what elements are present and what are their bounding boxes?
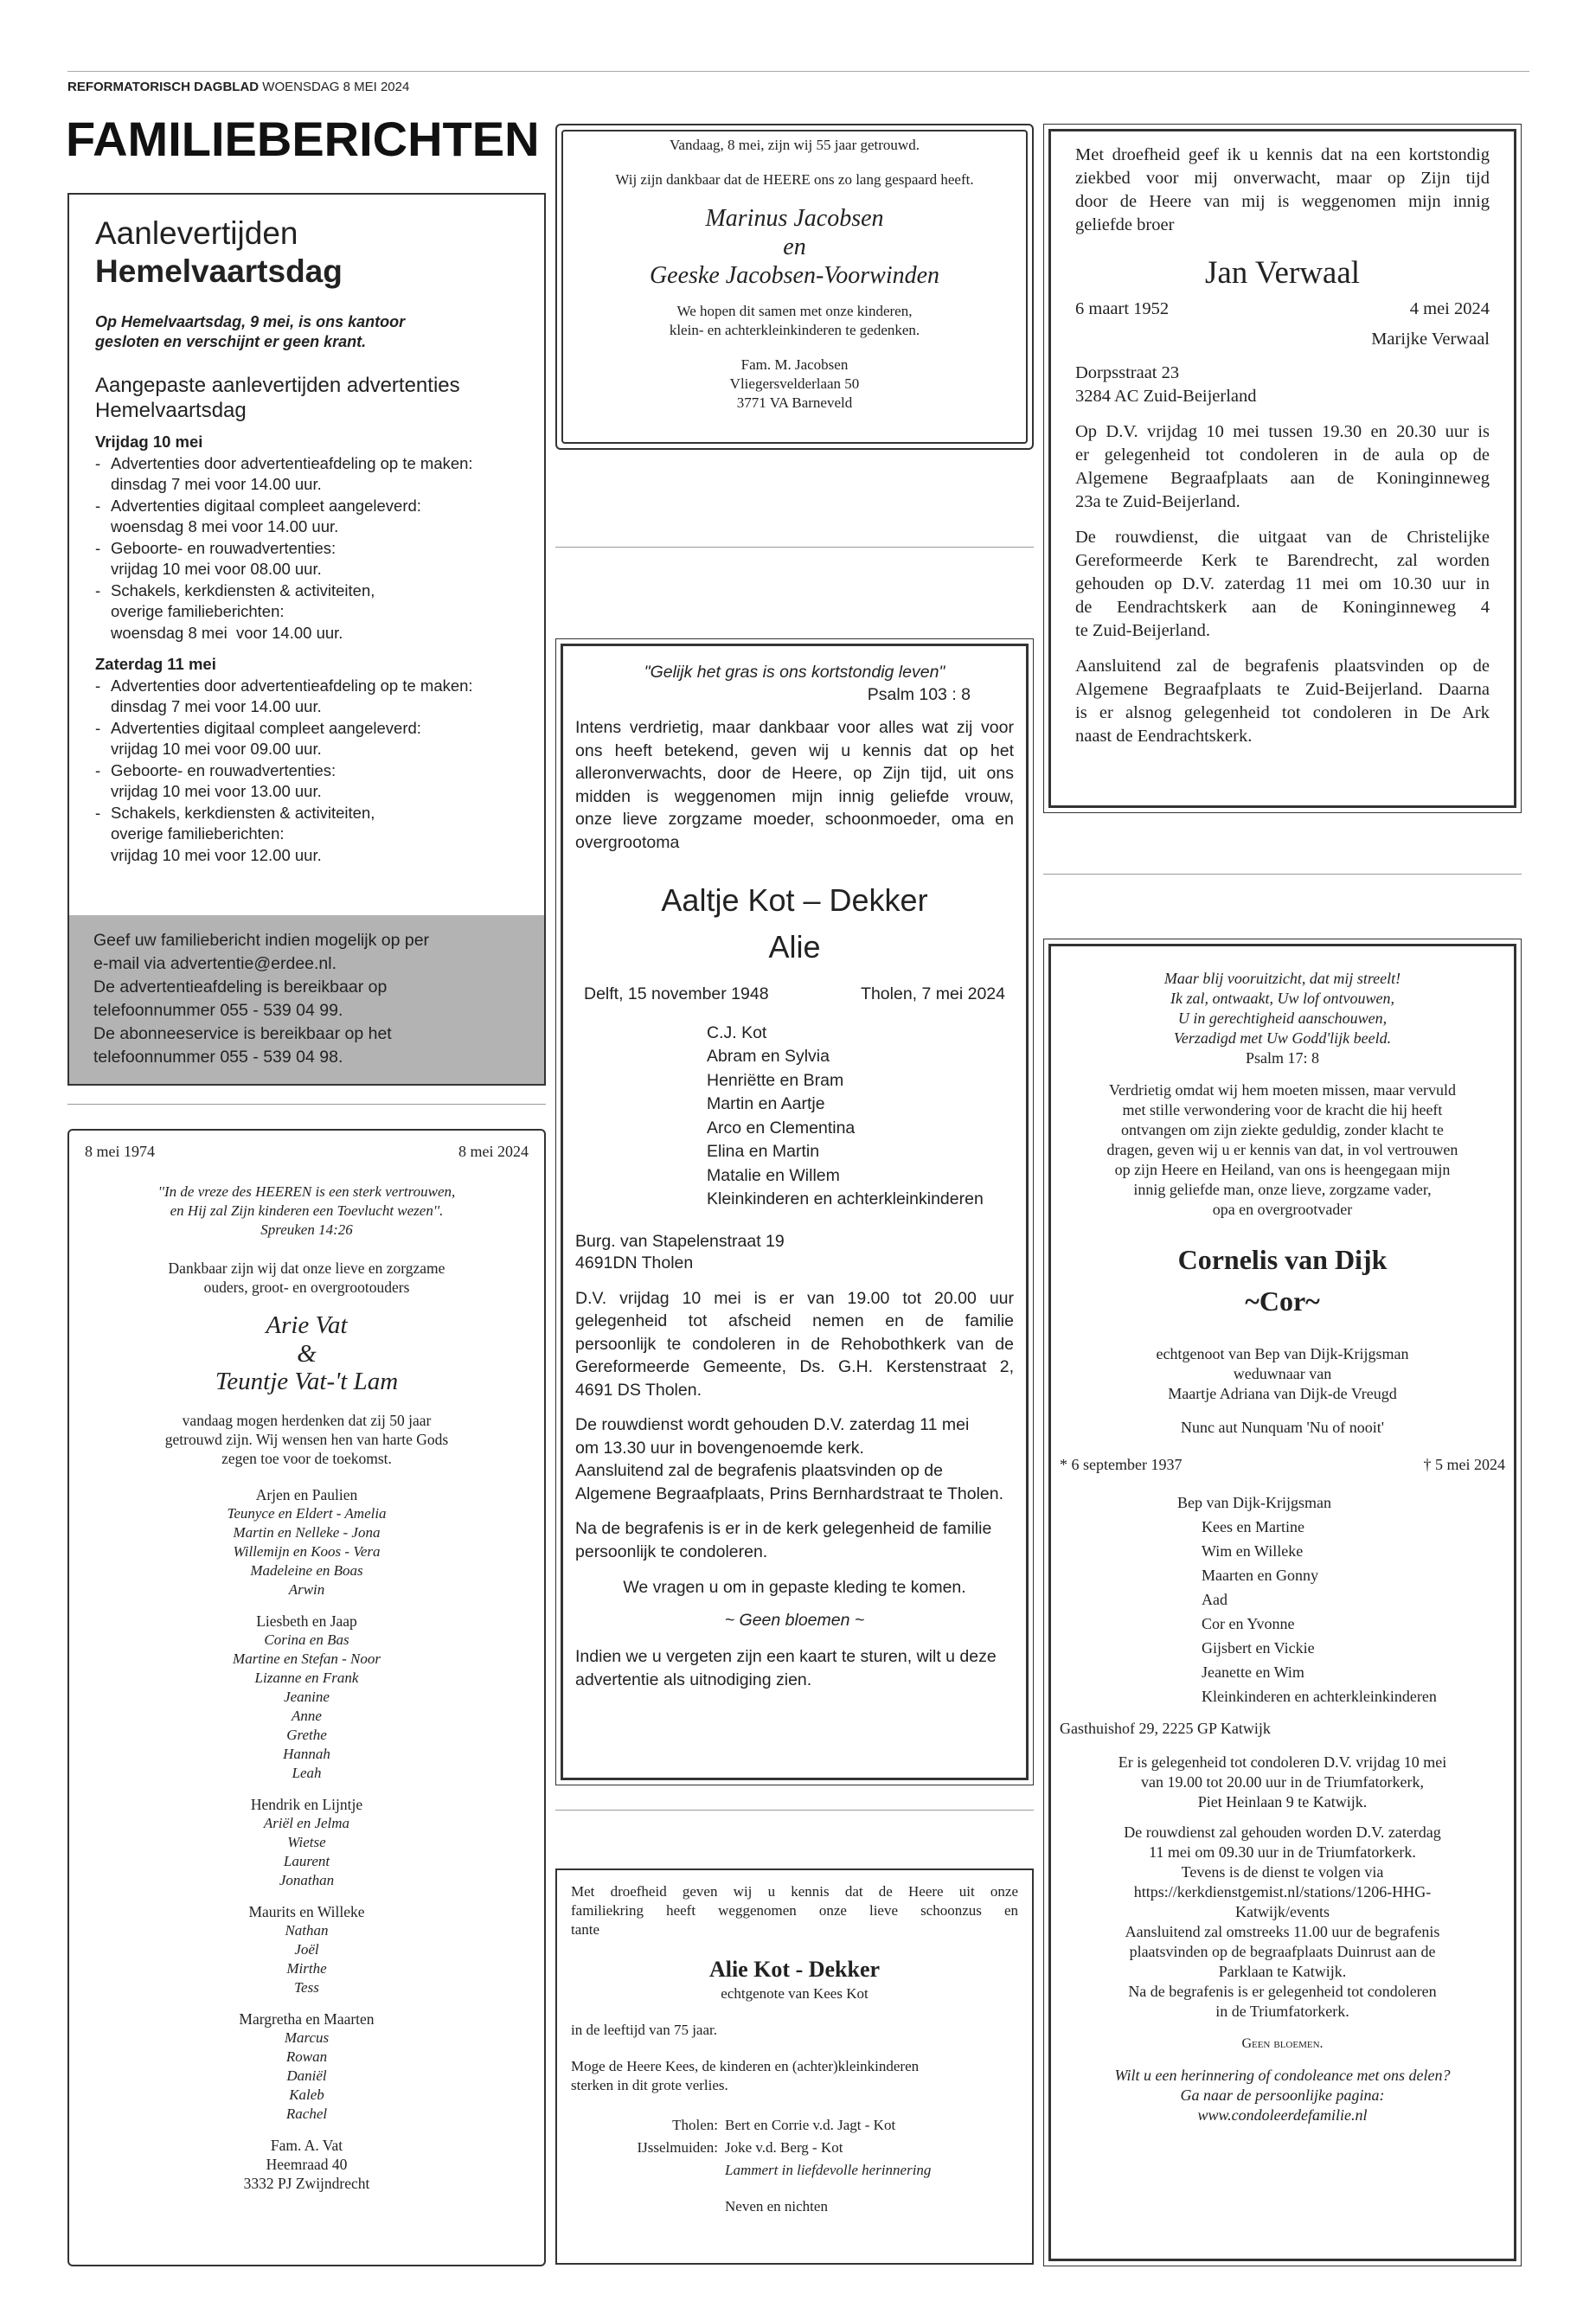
- schedule-line: vrijdag 10 mei voor 12.00 uur.: [111, 845, 322, 864]
- ampersand: &: [297, 1340, 317, 1368]
- text-line: Intens verdrietig, maar dankbaar voor alles wat zij voor: [575, 718, 1014, 737]
- group-member: Lizanne en Frank: [254, 1670, 359, 1686]
- paragraph: [575, 1517, 1014, 1563]
- header-date: WOENSDAG 8 MEI 2024: [262, 80, 410, 94]
- text-line: is er alsnog gelegenheid tot condoleren in De Ark: [1075, 703, 1490, 722]
- schedule-line: Schakels, kerkdiensten & activiteiten,: [111, 580, 375, 599]
- group-member: Rachel: [285, 2106, 328, 2122]
- text-line: alleronverwachts, door de Heere, op Zijn tijd, uit ons: [575, 764, 1014, 783]
- group-member: Daniël: [286, 2067, 327, 2084]
- quote-line: U in gerechtigheid aanschouwen,: [1177, 1009, 1388, 1027]
- schedule-line: overige familieberichten:: [111, 824, 285, 843]
- date-start: 8 mei 1974: [85, 1143, 155, 1160]
- couple-name: Arie Vat: [266, 1311, 348, 1339]
- family-groups: [69, 1485, 544, 2124]
- signature: Fam. A. Vat: [270, 2137, 343, 2154]
- text-line: ons heeft betekend, geven wij u kennis dat op het: [575, 740, 1014, 760]
- text-line: D.V. vrijdag 10 mei is er van 19.00 tot 20.00 uur: [575, 1288, 1014, 1308]
- couple-name: Geeske Jacobsen-Voorwinden: [649, 262, 940, 289]
- group-head: Margretha en Maarten: [239, 2010, 375, 2028]
- group-member: Laurent: [283, 1853, 330, 1869]
- dress-code: We vragen u om in gepaste kleding te komen.: [623, 1578, 966, 1597]
- couple-name: Marinus Jacobsen: [705, 205, 884, 232]
- contact-line: De abonneeservice is bereikbaar op het: [93, 1024, 392, 1043]
- anniversary-vat: [67, 1129, 546, 2266]
- condolence-web: [1060, 2066, 1505, 2125]
- group-member: Joël: [294, 1941, 319, 1958]
- group-member: Wietse: [287, 1834, 326, 1850]
- text-line: ziekbed voor mij onverwacht, maar op Zijn tijd: [1075, 169, 1490, 188]
- family-member: Elina en Martin: [707, 1142, 820, 1161]
- group-member: Willemijn en Koos - Vera: [233, 1543, 381, 1560]
- text-line: De rouwdienst, die uitgaat van de Christelijke: [1075, 528, 1490, 547]
- text-line: plaatsvinden op de begraafplaats Duinrust aan de: [1129, 1943, 1436, 1960]
- friday-schedule: Vrijdag 10 mei - Advertenties door advertentieafdeling op te maken: dinsdag 7 mei voor 14.00 uur. - Advertenties digitaal compleet aangeleverd: woensdag 8 mei voor 14.00 uur. - Geboorte- en rouwadvertenties: vrijdag 10 mei voor 08.00 uur. - Schakels, kerkdiensten & activiteiten, overige familieberichten: woensdag 8 mei voor 14.00 uur.: [95, 432, 528, 644]
- text-line: te Zuid-Beijerland.: [1075, 621, 1210, 640]
- schedule-line: Schakels, kerkdiensten & activiteiten,: [111, 803, 375, 822]
- text-line: op zijn Heere en Heiland, van ons is heengegaan mijn: [1114, 1161, 1451, 1178]
- memory-line: Lammert in liefdevolle herinnering: [725, 2162, 932, 2178]
- text-line: Dankbaar zijn wij dat onze lieve en zorgzame: [168, 1259, 445, 1277]
- text-line: advertentie als uitnodiging zien.: [575, 1670, 812, 1689]
- paragraph: [575, 1287, 1014, 1402]
- paragraph: [1060, 1753, 1505, 1812]
- group-head: Arjen en Paulien: [255, 1486, 358, 1503]
- text-line: vandaag mogen herdenken dat zij 50 jaar: [182, 1412, 432, 1429]
- group-member: Hannah: [283, 1746, 330, 1762]
- text-line: Wij zijn dankbaar dat de HEERE ons zo lang gespaard heeft.: [615, 171, 974, 188]
- schedule-line: woensdag 8 mei voor 14.00 uur.: [111, 517, 339, 536]
- group-member: Rowan: [285, 2048, 328, 2065]
- service-link[interactable]: https://kerkdienstgemist.nl/stations/1206-HHG-: [1133, 1883, 1432, 1900]
- paragraph: [575, 1645, 1014, 1691]
- spouse-line: echtgenoot van Bep van Dijk-Krijgsman: [1156, 1345, 1409, 1362]
- paragraph: [1075, 420, 1490, 514]
- website-link[interactable]: www.condoleerdefamilie.nl: [1197, 2106, 1368, 2124]
- deceased-name: Aaltje Kot – Dekker: [661, 882, 928, 918]
- address: 3332 PJ Zwijndrecht: [243, 2175, 370, 2192]
- schedule-line: Geboorte- en rouwadvertenties:: [111, 538, 337, 557]
- spouse-name: Bep van Dijk-Krijgsman: [1177, 1494, 1331, 1511]
- text-line: getrouwd zijn. Wij wensen hen van harte Gods: [164, 1431, 449, 1448]
- age-line: in de leeftijd van 75 jaar.: [571, 2022, 717, 2038]
- group-member: Jeanine: [284, 1689, 330, 1705]
- family-member: Arco en Clementina: [707, 1118, 856, 1138]
- obituary-kot-dekker: [555, 638, 1034, 1785]
- text-line: Na de begrafenis is er in de kerk gelegenheid de familie: [575, 1519, 992, 1538]
- deceased-name: Alie Kot - Dekker: [708, 1957, 881, 1982]
- quote-source: Spreuken 14:26: [260, 1221, 353, 1238]
- obituary-verwaal: [1043, 124, 1522, 813]
- text-line: zegen toe voor de toekomst.: [221, 1450, 392, 1467]
- text-line: ouders, groot- en overgrootouders: [203, 1279, 410, 1296]
- death-date: Tholen, 7 mei 2024: [861, 984, 1005, 1003]
- relatives: Joke v.d. Berg - Kot: [725, 2139, 843, 2156]
- signature: Fam. M. Jacobsen: [740, 356, 849, 373]
- group-member: Martin en Nelleke - Jona: [233, 1524, 381, 1541]
- family-member: C.J. Kot: [707, 1022, 767, 1042]
- quote-line: ''In de vreze des HEEREN is een sterk vertrouwen,: [157, 1183, 456, 1200]
- contact-email[interactable]: e-mail via advertentie@erdee.nl.: [93, 954, 337, 973]
- notice-line: Op Hemelvaartsdag, 9 mei, is ons kantoor: [95, 313, 406, 330]
- section-title: FAMILIEBERICHTEN: [66, 112, 540, 166]
- group-member: Martine en Stefan - Noor: [233, 1650, 381, 1667]
- text-line: Wilt u een herinnering of condoleance met ons delen?: [1114, 2067, 1451, 2084]
- text-line: geliefde broer: [1075, 215, 1175, 234]
- text-line: Algemene Begraafplaats aan de Koninginneweg: [1075, 469, 1490, 488]
- text-line: tante: [571, 1921, 600, 1938]
- family-group: [69, 1612, 544, 1783]
- family-group: [69, 1485, 544, 1599]
- obituary-van-dijk: [1043, 939, 1522, 2266]
- text-line: om 13.30 uur in bovengenoemde kerk.: [575, 1438, 864, 1458]
- text-line: Aansluitend zal omstreeks 11.00 uur de begrafenis: [1125, 1923, 1440, 1940]
- text-line: Maartje Adriana van Dijk-de Vreugd: [1168, 1385, 1397, 1402]
- paragraph: [1060, 1823, 1505, 2022]
- address: Vliegersvelderlaan 50: [729, 375, 860, 392]
- contact-phone: telefoonnummer 055 - 539 04 99.: [93, 1001, 343, 1020]
- family-list: [575, 1022, 1014, 1212]
- info-box: [67, 193, 546, 1086]
- quote: [1060, 969, 1505, 1048]
- address: Gasthuishof 29, 2225 GP Katwijk: [1060, 1720, 1271, 1737]
- contact-line: De advertentieafdeling is bereikbaar op: [93, 977, 388, 997]
- text-line: Moge de Heere Kees, de kinderen en (achter)kleinkinderen: [571, 2058, 920, 2074]
- family-member: Wim en Willeke: [1202, 1542, 1304, 1560]
- text-line: Parklaan te Katwijk.: [1218, 1963, 1347, 1980]
- schedule-line: Advertenties door advertentieafdeling op te maken:: [111, 453, 473, 472]
- family-member: Cor en Yvonne: [1202, 1615, 1295, 1632]
- group-member: Jonathan: [279, 1872, 335, 1888]
- family-member: Kleinkinderen en achterkleinkinderen: [707, 1189, 984, 1208]
- family-member: Kees en Martine: [1202, 1518, 1304, 1535]
- date-end: 8 mei 2024: [458, 1143, 529, 1160]
- schedule-line: Advertenties digitaal compleet aangeleverd:: [111, 718, 421, 737]
- quote-source: Psalm 103 : 8: [867, 684, 971, 704]
- schedule-line: woensdag 8 mei voor 14.00 uur.: [111, 623, 343, 642]
- service-link[interactable]: Katwijk/events: [1235, 1903, 1330, 1920]
- text-line: Er is gelegenheid tot condoleren D.V. vrijdag 10 mei: [1118, 1753, 1447, 1771]
- text-line: Algemene Begraafplaats, Prins Bernhardstraat te Tholen.: [575, 1484, 1004, 1503]
- text-line: in de Triumfatorkerk.: [1215, 2003, 1349, 2020]
- text-line: familiekring heeft weggenomen onze lieve schoonzus en: [571, 1902, 1018, 1919]
- address: 3284 AC Zuid-Beijerland: [1075, 387, 1257, 406]
- group-member: Kaleb: [289, 2086, 324, 2103]
- intro-text: [575, 716, 1014, 854]
- info-title-2: Hemelvaartsdag: [95, 253, 343, 289]
- contact-panel: [69, 915, 544, 1084]
- text-line: Op D.V. vrijdag 10 mei tussen 19.30 en 20.30 uur is: [1075, 422, 1490, 441]
- text-line: ontvangen om zijn ziekte geduldig, zonder klacht te: [1121, 1121, 1444, 1138]
- text-line: De rouwdienst wordt gehouden D.V. zaterdag 11 mei: [575, 1415, 970, 1434]
- schedule-line: vrijdag 10 mei voor 13.00 uur.: [111, 782, 322, 801]
- schedule-line: overige familieberichten:: [111, 602, 285, 621]
- deceased-nickname: ~Cor~: [1245, 1285, 1320, 1317]
- notice-line: gesloten en verschijnt er geen krant.: [95, 333, 367, 351]
- text-line: Verdrietig omdat wij hem moeten missen, maar vervuld: [1109, 1081, 1456, 1099]
- birth-date: * 6 september 1937: [1060, 1456, 1183, 1473]
- address: Dorpsstraat 23: [1075, 363, 1180, 382]
- spouse-line: echtgenote van Kees Kot: [721, 1985, 869, 2002]
- text-line: We hopen dit samen met onze kinderen,: [676, 303, 913, 319]
- deceased-nickname: Alie: [768, 929, 821, 965]
- schedule-line: Advertenties door advertentieafdeling op te maken:: [111, 676, 473, 695]
- group-member: Corina en Bas: [264, 1631, 349, 1648]
- text-line: er gelegenheid tot condoleren in de aula op de: [1075, 445, 1490, 465]
- place: IJsselmuiden:: [637, 2139, 718, 2156]
- text-line: Algemene Begraafplaats te Zuid-Beijerland. Daarna: [1075, 680, 1490, 699]
- paragraph: [1075, 526, 1490, 643]
- group-member: Madeleine en Boas: [250, 1562, 363, 1579]
- text-line: De rouwdienst zal gehouden worden D.V. zaterdag: [1124, 1823, 1441, 1841]
- closing-notice: [95, 312, 528, 353]
- text-line: Vandaag, 8 mei, zijn wij 55 jaar getrouwd.: [670, 137, 920, 153]
- death-date: 4 mei 2024: [1409, 299, 1490, 318]
- schedule-line: dinsdag 7 mei voor 14.00 uur.: [111, 697, 322, 716]
- text-line: Tevens is de dienst te volgen via: [1181, 1863, 1384, 1881]
- text-line: Indien we u vergeten zijn een kaart te sturen, wilt u deze: [575, 1647, 997, 1666]
- group-member: Grethe: [286, 1727, 327, 1743]
- text-line: sterken in dit grote verlies.: [571, 2077, 728, 2093]
- text-line: Aansluitend zal de begrafenis plaatsvinden op de: [1075, 657, 1490, 676]
- group-member: Arwin: [288, 1581, 325, 1598]
- schedule-day: Vrijdag 10 mei: [95, 433, 203, 452]
- family-member: Kleinkinderen en achterkleinkinderen: [1202, 1688, 1437, 1705]
- group-member: Leah: [292, 1765, 322, 1781]
- text-line: 11 mei om 09.30 uur in de Triumfatorkerk.: [1149, 1843, 1416, 1861]
- intro-text: [1060, 1080, 1505, 1220]
- group-head: Maurits en Willeke: [248, 1903, 365, 1920]
- family-member: Maarten en Gonny: [1202, 1567, 1318, 1584]
- couple-name: Teuntje Vat-'t Lam: [215, 1368, 399, 1395]
- family-member: Martin en Aartje: [707, 1094, 825, 1113]
- text-line: van 19.00 tot 20.00 uur in de Triumfatorkerk,: [1141, 1773, 1424, 1791]
- group-member: Mirthe: [286, 1960, 327, 1977]
- subtitle-line: Hemelvaartsdag: [95, 398, 247, 422]
- text-line: klein- en achterkleinkinderen te gedenken.: [669, 322, 920, 338]
- no-flowers: Geen bloemen.: [1241, 2036, 1324, 2051]
- contact-phone: telefoonnummer 055 - 539 04 98.: [93, 1048, 343, 1067]
- family-group: [69, 1795, 544, 1890]
- group-head: Liesbeth en Jaap: [256, 1612, 357, 1630]
- conjunction: en: [783, 234, 806, 260]
- group-member: Ariël en Jelma: [263, 1815, 350, 1831]
- text-line: midden is weggenomen mijn innig geliefde vrouw,: [575, 786, 1014, 806]
- text-line: persoonlijk te condoleren.: [575, 1541, 768, 1561]
- family-group: [69, 2009, 544, 2124]
- address: 3771 VA Barneveld: [736, 394, 853, 411]
- schedule-line: Geboorte- en rouwadvertenties:: [111, 760, 337, 779]
- family-member: Jeanette en Wim: [1202, 1663, 1304, 1681]
- birth-date: Delft, 15 november 1948: [584, 984, 769, 1003]
- paper-name: REFORMATORISCH DAGBLAD: [67, 80, 260, 94]
- schedule-day: Zaterdag 11 mei: [95, 655, 216, 674]
- schedule-line: dinsdag 7 mei voor 14.00 uur.: [111, 475, 322, 494]
- relatives: Neven en nichten: [725, 2198, 828, 2214]
- address: Burg. van Stapelenstraat 19: [575, 1231, 785, 1251]
- text-line: persoonlijk te condoleren in de Rehobothkerk van de: [575, 1334, 1014, 1354]
- paragraph: [1075, 655, 1490, 748]
- family-list: [1060, 1515, 1505, 1708]
- deceased-name: Jan Verwaal: [1204, 255, 1361, 291]
- text-line: Met droefheid geef ik u kennis dat na een kortstondig: [1075, 145, 1490, 164]
- place: Tholen:: [672, 2117, 718, 2133]
- schedule-line: Advertenties digitaal compleet aangeleverd:: [111, 496, 421, 515]
- intro-text: [1075, 144, 1490, 237]
- text-line: opa en overgrootvader: [1212, 1201, 1353, 1218]
- quote-line: Maar blij vooruitzicht, dat mij streelt!: [1163, 970, 1401, 987]
- text-line: naast de Eendrachtskerk.: [1075, 727, 1253, 746]
- address: 4691DN Tholen: [575, 1253, 694, 1272]
- family-member: Abram en Sylvia: [707, 1047, 830, 1066]
- signature: Marijke Verwaal: [1371, 330, 1490, 349]
- info-subtitle: [95, 374, 528, 424]
- text-line: gelegenheid tot afscheid nemen en de familie: [575, 1311, 1014, 1330]
- quote-line: en Hij zal Zijn kinderen een Toevlucht wezen''.: [170, 1202, 444, 1219]
- contact-line: Geef uw familiebericht indien mogelijk op per: [93, 931, 430, 950]
- schedule-line: vrijdag 10 mei voor 08.00 uur.: [111, 560, 322, 579]
- text-line: Ga naar de persoonlijke pagina:: [1180, 2086, 1385, 2104]
- family-member: Gijsbert en Vickie: [1202, 1639, 1315, 1657]
- text-line: Aansluitend zal de begrafenis plaatsvinden op de: [575, 1461, 943, 1480]
- address: Heemraad 40: [266, 2156, 348, 2173]
- intro-text: [571, 1882, 1018, 1939]
- death-date: † 5 mei 2024: [1423, 1456, 1505, 1473]
- text-line: 23a te Zuid-Beijerland.: [1075, 492, 1240, 511]
- text-line: door de Heere van mij is weggenomen mijn innig: [1075, 192, 1490, 211]
- group-member: Marcus: [284, 2029, 330, 2046]
- text-line: Met droefheid geven wij u kennis dat de Heere uit onze: [571, 1883, 1018, 1900]
- anniversary-jacobsen: [555, 124, 1034, 450]
- group-member: Anne: [292, 1708, 322, 1724]
- info-title-1: Aanlevertijden: [95, 215, 298, 251]
- motto: Nunc aut Nunquam 'Nu of nooit': [1181, 1419, 1384, 1436]
- family-member: Aad: [1202, 1591, 1227, 1608]
- relatives: Bert en Corrie v.d. Jagt - Kot: [725, 2117, 896, 2133]
- quote-line: "Gelijk het gras is ons kortstondig leven": [644, 663, 945, 682]
- quote-line: Ik zal, ontwaakt, Uw lof ontvouwen,: [1170, 990, 1394, 1007]
- saturday-schedule: Zaterdag 11 mei - Advertenties door advertentieafdeling op te maken: dinsdag 7 mei voor 14.00 uur. - Advertenties digitaal compleet aangeleverd: vrijdag 10 mei voor 09.00 uur. - Geboorte- en rouwadvertenties: vrijdag 10 mei voor 13.00 uur. - Schakels, kerkdiensten & activiteiten, overige familieberichten: vrijdag 10 mei voor 12.00 uur.: [95, 654, 528, 866]
- group-member: Teunyce en Eldert - Amelia: [227, 1505, 387, 1522]
- paragraph: [575, 1413, 1014, 1505]
- family-member: Matalie en Willem: [707, 1165, 840, 1185]
- family-group: [69, 1902, 544, 1997]
- text-line: onze lieve zorgzame moeder, schoonmoeder, oma en: [575, 810, 1014, 829]
- text-line: weduwnaar van: [1233, 1365, 1332, 1382]
- page-header: [67, 80, 409, 94]
- text-line: 4691 DS Tholen.: [575, 1380, 702, 1400]
- text-line: met stille verwondering voor de kracht die hij heeft: [1122, 1101, 1443, 1118]
- text-line: Gereformeerde Gemeente, Ds. G.H. Kerstenstraat 2,: [575, 1357, 1014, 1376]
- quote-line: Verzadigd met Uw Godd'lijk beeld.: [1173, 1029, 1392, 1047]
- obituary-alie-kot: [555, 1868, 1034, 2265]
- text-line: gehouden op D.V. zaterdag 11 mei om 10.30 uur in: [1075, 574, 1490, 593]
- birth-date: 6 maart 1952: [1075, 299, 1170, 318]
- group-head: Hendrik en Lijntje: [250, 1796, 363, 1813]
- family-member: Henriëtte en Bram: [707, 1070, 844, 1090]
- deceased-name: Cornelis van Dijk: [1177, 1244, 1388, 1275]
- text-line: dragen, geven wij u er kennis van dat, in vol vertrouwen: [1106, 1141, 1458, 1158]
- text-line: de Eendrachtskerk aan de Koninginneweg 4: [1075, 598, 1490, 617]
- no-flowers: ~ Geen bloemen ~: [724, 1610, 865, 1630]
- quote-source: Psalm 17: 8: [1245, 1049, 1319, 1067]
- group-member: Nathan: [285, 1922, 329, 1939]
- text-line: innig geliefde man, onze lieve, zorgzame vader,: [1133, 1181, 1432, 1198]
- schedule-line: vrijdag 10 mei voor 09.00 uur.: [111, 740, 322, 759]
- subtitle-line: Aangepaste aanlevertijden advertenties: [95, 373, 460, 397]
- text-line: Gereformeerde Kerk te Barendrecht, zal worden: [1075, 551, 1490, 570]
- group-member: Tess: [294, 1979, 319, 1996]
- text-line: Piet Heinlaan 9 te Katwijk.: [1197, 1793, 1368, 1811]
- text-line: Na de begrafenis is er gelegenheid tot condoleren: [1128, 1983, 1437, 2000]
- text-line: overgrootoma: [575, 832, 680, 852]
